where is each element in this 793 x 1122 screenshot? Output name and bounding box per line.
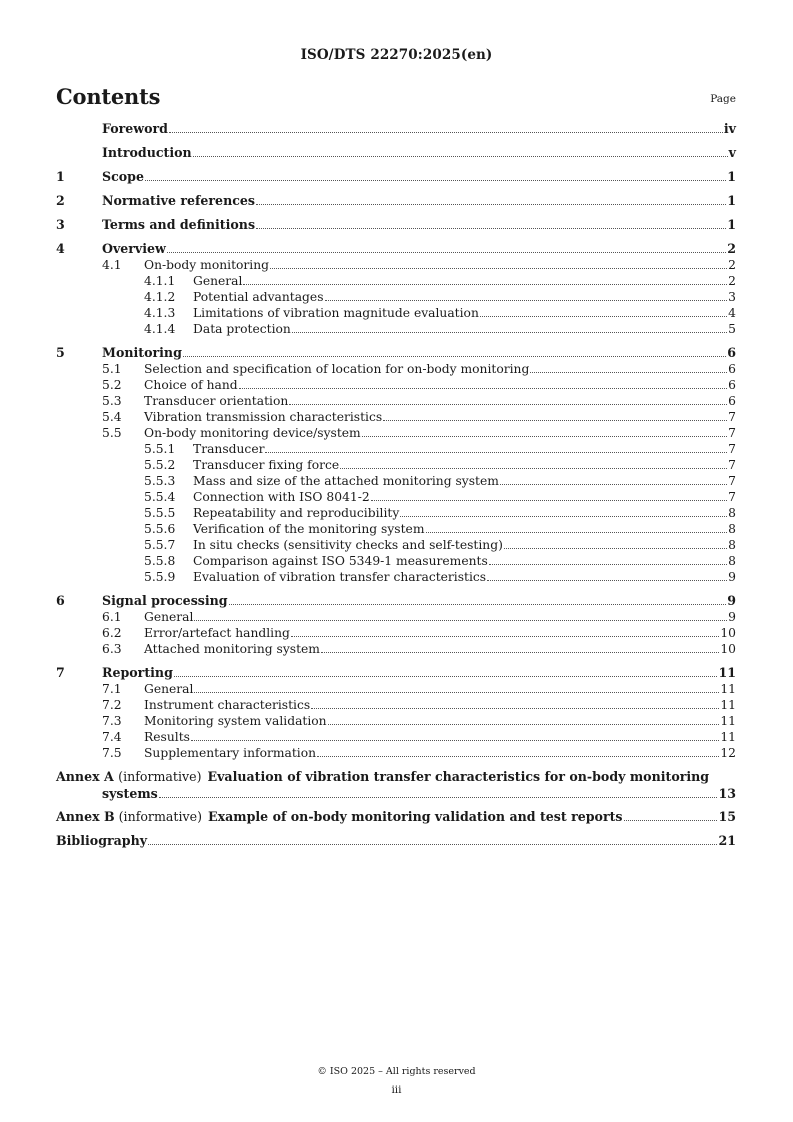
toc-entry[interactable] <box>56 697 736 713</box>
toc-entry-number: 5.4 <box>102 410 122 424</box>
dot-leader <box>289 403 727 405</box>
bibliography-title: Bibliography <box>56 833 148 848</box>
dot-leader <box>624 819 718 821</box>
toc-entry-title: On-body monitoring device/system <box>144 426 361 440</box>
dot-leader <box>291 635 719 637</box>
toc-entry[interactable] <box>56 273 736 289</box>
dot-leader <box>148 843 717 845</box>
toc-entry-title: Connection with ISO 8041-2 <box>193 490 370 504</box>
toc-entry-title: Potential advantages <box>193 290 324 304</box>
toc-entry-title: Supplementary information <box>144 746 317 760</box>
toc-entry-title: Mass and size of the attached monitoring system <box>193 474 499 488</box>
dot-leader <box>265 451 727 453</box>
toc-entry-page: 12 <box>720 746 736 760</box>
toc-entry-page: 9 <box>728 570 736 584</box>
toc-entry-page: v <box>728 145 736 160</box>
toc-entry-title: Selection and specification of location for on-body monitoring <box>144 362 530 376</box>
document-id-header: ISO/DTS 22270:2025(en) <box>300 47 493 63</box>
toc-entry-page: 1 <box>727 193 736 208</box>
dot-leader <box>504 547 727 549</box>
toc-entry-number: 4.1 <box>102 258 122 272</box>
toc-entry-number: 7.3 <box>102 714 122 728</box>
dot-leader <box>193 155 728 157</box>
toc-entry-page: 11 <box>720 730 736 744</box>
toc-entry[interactable] <box>56 289 736 305</box>
dot-leader <box>480 315 727 317</box>
toc-entry-number: 2 <box>56 193 65 208</box>
dot-leader <box>256 227 726 229</box>
toc-entry-page: 6 <box>728 362 736 376</box>
toc-entry[interactable] <box>56 609 736 625</box>
toc-entry[interactable] <box>56 393 736 409</box>
dot-leader <box>311 707 719 709</box>
toc-entry-number: 7.5 <box>102 746 122 760</box>
dot-leader <box>194 619 727 621</box>
annex-page: 13 <box>718 786 736 801</box>
toc-entry-page: 11 <box>720 714 736 728</box>
annex-label: Annex B <box>56 809 115 824</box>
dot-leader <box>292 331 727 333</box>
toc-entry-page: 11 <box>718 665 736 680</box>
toc-entry-number: 5.5.3 <box>144 474 176 488</box>
dot-leader <box>194 691 719 693</box>
toc-annex-entry[interactable] <box>56 809 736 825</box>
dot-leader <box>159 796 718 798</box>
toc-entry[interactable] <box>56 473 736 489</box>
toc-entry-title: Signal processing <box>102 593 228 608</box>
toc-entry-number: 7.4 <box>102 730 122 744</box>
toc-entry-number: 5.3 <box>102 394 122 408</box>
dot-leader <box>243 283 727 285</box>
toc-entry[interactable] <box>56 240 736 257</box>
toc-entry-title: Foreword <box>102 121 168 136</box>
toc-entry-page: 10 <box>720 642 736 656</box>
toc-entry-number: 5.5 <box>102 426 122 440</box>
toc-entry-title: General <box>144 682 194 696</box>
dot-leader <box>371 499 727 501</box>
toc-entry-number: 5.5.5 <box>144 506 176 520</box>
toc-entry-title: Limitations of vibration magnitude evaluation <box>193 306 479 320</box>
dot-leader <box>167 251 726 253</box>
toc-entry[interactable] <box>56 425 736 441</box>
dot-leader <box>325 299 728 301</box>
toc-entry-title: Vibration transmission characteristics <box>144 410 383 424</box>
dot-leader <box>183 355 726 357</box>
toc-entry-page: 8 <box>728 538 736 552</box>
toc-entry[interactable] <box>56 409 736 425</box>
dot-leader <box>383 419 727 421</box>
toc-entry-number: 6.3 <box>102 642 122 656</box>
toc-entry-number: 4.1.2 <box>144 290 176 304</box>
toc-entry[interactable] <box>56 537 736 553</box>
toc-entry-title: Overview <box>102 241 166 256</box>
toc-entry-page: iv <box>723 121 736 136</box>
toc-entry-number: 6.2 <box>102 626 122 640</box>
toc-entry-number: 5.2 <box>102 378 122 392</box>
toc-entry[interactable] <box>56 377 736 393</box>
toc-entry[interactable] <box>56 521 736 537</box>
toc-entry-page: 7 <box>728 474 736 488</box>
toc-entry-title: General <box>193 274 243 288</box>
toc-entry-page: 2 <box>727 241 736 256</box>
toc-entry[interactable] <box>56 361 736 377</box>
toc-entry-number: 4.1.4 <box>144 322 176 336</box>
dot-leader <box>530 371 727 373</box>
toc-entry-number: 5.5.4 <box>144 490 176 504</box>
table-of-contents <box>56 120 736 849</box>
toc-entry-title: Introduction <box>102 145 192 160</box>
toc-entry-title: Choice of hand <box>144 378 238 392</box>
toc-entry-page: 9 <box>728 610 736 624</box>
annex-type: (informative) <box>118 769 202 784</box>
toc-entry-page: 7 <box>728 426 736 440</box>
toc-entry-number: 5.5.1 <box>144 442 176 456</box>
toc-entry-page: 8 <box>728 554 736 568</box>
page-column-label: Page <box>710 93 736 105</box>
toc-entry-number: 4.1.3 <box>144 306 176 320</box>
dot-leader <box>145 179 726 181</box>
toc-entry[interactable] <box>56 321 736 337</box>
toc-entry-number: 7.2 <box>102 698 122 712</box>
toc-entry-title: Error/artefact handling <box>144 626 290 640</box>
toc-entry-page: 8 <box>728 506 736 520</box>
toc-entry-title: Evaluation of vibration transfer characteristics <box>193 570 487 584</box>
toc-entry-title: Verification of the monitoring system <box>193 522 425 536</box>
annex-label: Annex A <box>56 769 114 784</box>
toc-entry-page: 3 <box>728 290 736 304</box>
toc-entry-number: 7 <box>56 665 65 680</box>
toc-entry-title: General <box>144 610 194 624</box>
annex-title: Evaluation of vibration transfer characteristics for on-body monitoring <box>207 769 710 784</box>
toc-entry-page: 7 <box>728 442 736 456</box>
toc-entry-number: 3 <box>56 217 65 232</box>
toc-entry-page: 7 <box>728 458 736 472</box>
toc-entry-title: Normative references <box>102 193 256 208</box>
toc-entry-title: Instrument characteristics <box>144 698 311 712</box>
dot-leader <box>317 755 719 757</box>
toc-entry[interactable] <box>56 505 736 521</box>
toc-entry-number: 7.1 <box>102 682 122 696</box>
annex-page: 15 <box>718 809 736 824</box>
toc-entry[interactable] <box>56 168 736 185</box>
dot-leader <box>229 603 727 605</box>
toc-entry-number: 5.5.7 <box>144 538 176 552</box>
toc-entry-title: Transducer orientation <box>144 394 289 408</box>
toc-entry-title: Monitoring <box>102 345 182 360</box>
toc-entry[interactable] <box>56 745 736 761</box>
toc-entry-title: In situ checks (sensitivity checks and self-testing) <box>193 538 503 552</box>
toc-entry-title: Reporting <box>102 665 173 680</box>
toc-entry-page: 6 <box>728 394 736 408</box>
annex-title: Example of on-body monitoring validation and test reports <box>207 809 623 824</box>
toc-entry[interactable] <box>56 681 736 697</box>
toc-entry-page: 2 <box>728 258 736 272</box>
toc-entry-title: Transducer fixing force <box>193 458 340 472</box>
toc-entry[interactable] <box>56 625 736 641</box>
toc-entry-number: 5.5.6 <box>144 522 176 536</box>
dot-leader <box>174 675 718 677</box>
bibliography-page: 21 <box>718 833 736 848</box>
toc-entry[interactable] <box>56 457 736 473</box>
toc-entry-number: 5.1 <box>102 362 122 376</box>
toc-entry-number: 5.5.8 <box>144 554 176 568</box>
toc-entry-number: 5.5.9 <box>144 570 176 584</box>
toc-entry[interactable] <box>56 120 736 137</box>
toc-entry-page: 1 <box>727 217 736 232</box>
dot-leader <box>191 739 719 741</box>
toc-entry[interactable] <box>56 664 736 681</box>
toc-entry-number: 5 <box>56 345 65 360</box>
toc-entry[interactable] <box>56 441 736 457</box>
toc-entry[interactable] <box>56 569 736 585</box>
toc-bibliography-entry[interactable] <box>56 832 736 849</box>
toc-entry[interactable] <box>56 592 736 609</box>
dot-leader <box>362 435 727 437</box>
dot-leader <box>489 563 727 565</box>
dot-leader <box>487 579 727 581</box>
toc-entry-number: 1 <box>56 169 65 184</box>
toc-entry-page: 1 <box>727 169 736 184</box>
toc-entry-page: 11 <box>720 698 736 712</box>
toc-entry[interactable] <box>56 144 736 161</box>
toc-entry[interactable] <box>56 305 736 321</box>
toc-entry-page: 2 <box>728 274 736 288</box>
toc-entry-title: Data protection <box>193 322 291 336</box>
toc-entry-number: 6.1 <box>102 610 122 624</box>
dot-leader <box>239 387 728 389</box>
toc-entry-page: 6 <box>727 345 736 360</box>
toc-entry[interactable] <box>56 489 736 505</box>
toc-entry-page: 7 <box>728 410 736 424</box>
toc-entry-page: 5 <box>728 322 736 336</box>
toc-entry-title: Monitoring system validation <box>144 714 327 728</box>
toc-entry[interactable] <box>56 641 736 657</box>
toc-entry-page: 6 <box>728 378 736 392</box>
toc-entry-title: Comparison against ISO 5349-1 measurements <box>193 554 488 568</box>
toc-entry[interactable] <box>56 344 736 361</box>
toc-entry-title: Results <box>144 730 190 744</box>
dot-leader <box>328 723 720 725</box>
toc-entry-page: 4 <box>728 306 736 320</box>
contents-title: Contents <box>56 84 161 109</box>
toc-entry-title: Repeatability and reproducibility <box>193 506 400 520</box>
toc-entry-page: 11 <box>720 682 736 696</box>
dot-leader <box>321 651 719 653</box>
copyright-footer: © ISO 2025 – All rights reserved <box>317 1066 476 1077</box>
toc-entry-number: 4.1.1 <box>144 274 176 288</box>
dot-leader <box>256 203 726 205</box>
dot-leader <box>340 467 727 469</box>
dot-leader <box>169 131 723 133</box>
toc-annex-entry[interactable] <box>56 768 736 802</box>
toc-entry-number: 6 <box>56 593 65 608</box>
dot-leader <box>400 515 727 517</box>
toc-entry[interactable] <box>56 257 736 273</box>
toc-entry[interactable] <box>56 713 736 729</box>
toc-entry[interactable] <box>56 192 736 209</box>
footer-page-number: iii <box>391 1084 402 1096</box>
toc-entry[interactable] <box>56 216 736 233</box>
annex-type: (informative) <box>118 809 202 824</box>
toc-entry-page: 8 <box>728 522 736 536</box>
dot-leader <box>270 267 727 269</box>
toc-entry-number: 5.5.2 <box>144 458 176 472</box>
toc-entry-page: 7 <box>728 490 736 504</box>
toc-entry-page: 9 <box>727 593 736 608</box>
dot-leader <box>426 531 728 533</box>
toc-entry-title: Attached monitoring system <box>144 642 320 656</box>
toc-entry-page: 10 <box>720 626 736 640</box>
toc-entry-title: Scope <box>102 169 144 184</box>
annex-title-continued: systems <box>102 786 158 801</box>
toc-entry-number: 4 <box>56 241 65 256</box>
toc-entry[interactable] <box>56 553 736 569</box>
toc-entry[interactable] <box>56 729 736 745</box>
toc-entry-title: On-body monitoring <box>144 258 270 272</box>
toc-entry-title: Terms and definitions <box>102 217 256 232</box>
dot-leader <box>500 483 727 485</box>
toc-entry-title: Transducer <box>193 442 265 456</box>
